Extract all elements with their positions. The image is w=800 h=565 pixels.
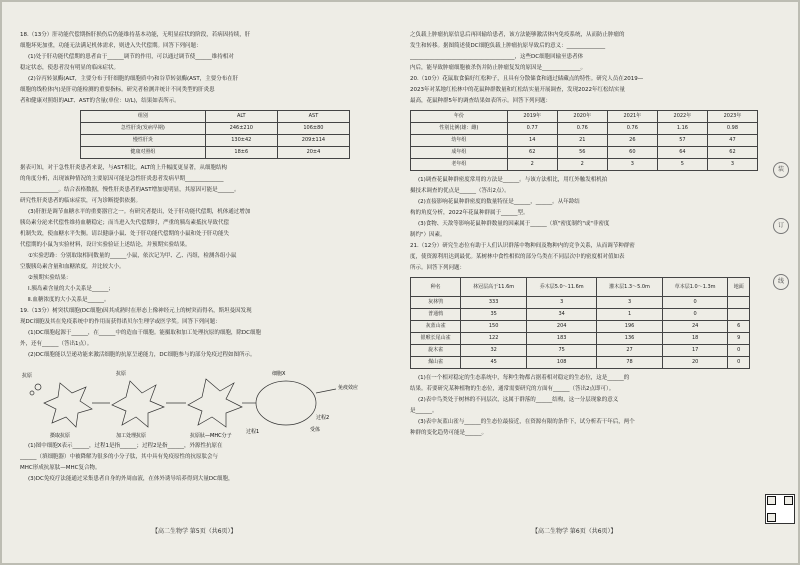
table-header: 灌木层1.3～5.0m	[597, 278, 663, 297]
text-line: 度，使资源利用达到最优。某树林中食性相似的部分鸟类在不同层次中的密度相对值如表	[410, 254, 625, 260]
table-cell: 0.76	[607, 123, 657, 135]
text-line: 种群的变化趋势可能是______。	[410, 430, 488, 436]
table-cell	[728, 309, 750, 321]
table-cell: 106±80	[277, 123, 349, 135]
text-line: 构的角度分析，2022年花鼠种群属于______型。	[410, 210, 529, 216]
text-line: ①实验思路：分别取取相同数量的______小鼠，依次记为甲、乙、丙组，检测各组小鼠	[28, 253, 237, 259]
fold-char-2: 订	[773, 218, 789, 234]
table-cell: 5	[657, 159, 707, 171]
table-header: 2023年	[707, 111, 757, 123]
question-18-continued	[20, 163, 378, 306]
table-cell: 45	[461, 357, 527, 369]
text-line: (2)直接影响花鼠种群密度的数量特征是______，______。从年龄结	[418, 199, 580, 205]
text-line: 19.（13分）树突状细胞(DC细胞)因其成熟时在形态上像神经元上的树突而得名，斯坦曼因发现	[20, 308, 252, 314]
table-cell: 性别比例(雄：雌)	[411, 123, 508, 135]
label-proc2: 过程2	[316, 415, 330, 421]
question-19	[20, 306, 378, 361]
exam-sheet	[2, 2, 798, 563]
table-cell: 18±6	[205, 147, 277, 159]
text-line: 是______。	[410, 408, 438, 414]
text-line: ______________________________________，这些DC细胞回输至患者体	[410, 54, 584, 60]
table-cell: 21	[557, 135, 607, 147]
text-line: 18.（13分）肝功能代偿期指肝损伤后仍能维持基本功能，无明显症状的阶段，若病因持续，肝	[20, 32, 251, 38]
text-line: 者和健康对照组的ALT、AST的含量(单位：U/L)，结果如表所示。	[20, 98, 180, 104]
text-line: (3)DC免疫疗法能通过采集患者自身的外周血液，在体外诱导培养得到大量DC细胞，	[28, 476, 234, 482]
table-cell: 17	[662, 345, 728, 357]
table-cell: 333	[461, 297, 527, 309]
dc-cell-2	[112, 381, 164, 427]
table-cell: 0.76	[557, 123, 607, 135]
diagram-svg	[20, 363, 378, 439]
table-cell: 慢性肝炎	[81, 135, 206, 147]
table-cell: 60	[607, 147, 657, 159]
table-cell: 0	[728, 345, 750, 357]
table-cell: 56	[557, 147, 607, 159]
table-cell: 246±210	[205, 123, 277, 135]
text-line: 据表可知，对于急性肝炎患者来说，与AST相比，ALT的上升幅度更显著，从细胞结构	[20, 165, 228, 171]
table-cell: 健康对照组	[81, 147, 206, 159]
question-21	[410, 241, 758, 274]
table-cell: 150	[461, 321, 527, 333]
text-line: Ⅱ.血糖浓度的大小关系是______。	[28, 297, 110, 303]
table-header: 2019年	[507, 111, 557, 123]
table-cell: 183	[527, 333, 597, 345]
text-line: 所示。回答下列问题：	[410, 265, 466, 271]
table-cell: 20	[662, 357, 728, 369]
binding-margin	[773, 162, 789, 330]
table-cell: 0.98	[707, 123, 757, 135]
cell-x	[256, 381, 316, 425]
table-cell: 旋木雀	[411, 345, 461, 357]
text-line: MHC形成抗原肽—MHC复合物。	[20, 465, 101, 471]
table-row	[411, 297, 750, 309]
table-header: 组别	[81, 111, 206, 123]
table-cell: 64	[657, 147, 707, 159]
text-line: (2)DC细胞能以呈递功能来激活细胞的抗原呈递能力，DC细胞参与的部分免疫过程如图所示。	[28, 352, 256, 358]
table-row	[81, 135, 350, 147]
table-cell: 老年组	[411, 159, 508, 171]
text-line: ②预期实验结果：	[28, 275, 72, 281]
table-cell: 35	[461, 309, 527, 321]
dc-cell-1	[44, 383, 92, 427]
page-6	[410, 30, 758, 439]
question-21-continued	[410, 373, 758, 439]
table-row	[411, 309, 750, 321]
text-line: (1)在一个相对稳定的生态系统中，每种生物都占据着相对稳定的生态位，这是______的	[418, 375, 630, 381]
table-row	[411, 321, 750, 333]
text-line: 空腹胰岛素含量和血糖浓度，并比较大小。	[20, 264, 125, 270]
table-cell: 1	[597, 309, 663, 321]
immune-process-diagram	[20, 363, 378, 439]
table-header: 林冠层高于11.6m	[461, 278, 527, 297]
table-cell: 122	[461, 333, 527, 345]
label-process: 加工处理抗原	[116, 433, 147, 439]
table-cell: 成年组	[411, 147, 508, 159]
table-cell: 3	[597, 297, 663, 309]
table-row	[411, 333, 750, 345]
text-line: (3)食物、天敌等影响花鼠种群数量的因素属于______（填"密度制约"或"非密度	[418, 221, 610, 227]
table-cell: 灰蓝山雀	[411, 321, 461, 333]
text-line: 细胞的线粒体内)是肝功能检测的重要指标。研究者检测并统计不同类型的肝炎患	[20, 87, 215, 93]
page-5	[20, 30, 378, 485]
text-line: 2023年对某地红松林中的花鼠种群数量和红松结实量开展调查，发现2022年红松结实量	[410, 87, 625, 93]
fold-char-3: 线	[773, 274, 789, 290]
table-row	[411, 147, 758, 159]
table-cell: 20±4	[277, 147, 349, 159]
text-line: 之负载上肿瘤抗原信息后再回输给患者，该方法能够激活体内免疫系统，从而防止肿瘤的	[410, 32, 625, 38]
table-20	[410, 110, 758, 171]
table-cell: 18	[662, 333, 728, 345]
table-cell: 普通鸫	[411, 309, 461, 321]
text-line: ______（填细胞器）中被降解为很多的小分子肽，其中具有免疫原性的抗原肽会与	[20, 454, 219, 460]
table-cell: 209±114	[277, 135, 349, 147]
table-cell: 14	[507, 135, 557, 147]
table-row	[411, 159, 758, 171]
text-line: 机制失效，使血糖水平失衡。请以健康小鼠、处于肝功能代偿期的小鼠和处于肝功能失	[20, 231, 230, 237]
table-cell: 1.16	[657, 123, 707, 135]
table-cell: 196	[597, 321, 663, 333]
table-cell: 136	[597, 333, 663, 345]
question-19-continued	[20, 441, 378, 485]
table-21	[410, 277, 750, 369]
table-cell: 34	[527, 309, 597, 321]
label-antigen-2: 抗原	[116, 371, 127, 377]
table-cell: 2	[507, 159, 557, 171]
footer-page-5: 【高二生物学 第5页（共6页）】	[152, 528, 237, 535]
table-cell: 灰林鸮	[411, 297, 461, 309]
label-cell-x: 细胞X	[272, 371, 286, 377]
text-line: (1)DC细胞起源于______，在______中的造血干细胞。能摄取和加工处理抗原的细胞，除DC细胞	[28, 330, 261, 336]
table-cell: 6	[728, 321, 750, 333]
fold-char-1: 装	[773, 162, 789, 178]
label-effect: 免疫效应	[338, 385, 359, 391]
text-line: 代偿期的小鼠为实验材料，设计实验验证上述结论，并预期实验结果。	[20, 242, 191, 248]
table-header: 2020年	[557, 111, 607, 123]
table-cell: 78	[597, 357, 663, 369]
table-header: 年份	[411, 111, 508, 123]
label-antigen: 抗原	[22, 373, 33, 379]
table-row	[81, 123, 350, 135]
table-header: 地面	[728, 278, 750, 297]
text-line: 结果。若要研究某种植物的生态位，通常需要研究的方面有______（答出2点即可）。	[410, 386, 615, 392]
text-line: 20.（10分）花鼠取食偏好红松种子，且具有分散储食和通过储藏点的特性。研究人员在2019—	[410, 76, 644, 82]
footer-page-6: 【高二生物学 第6页（共6页）】	[532, 528, 617, 535]
dc-cell-3	[188, 379, 242, 427]
table-cell: 3	[527, 297, 597, 309]
table-cell: 幼年组	[411, 135, 508, 147]
text-line: (3)表中灰蓝山雀与______的生态位最接近，在资源有限的条件下，试分析若干年后，两个	[418, 419, 635, 425]
table-cell: 57	[657, 135, 707, 147]
question-19-end	[410, 30, 758, 74]
table-cell: 47	[707, 135, 757, 147]
text-line: 内后，能导致肿瘤细胞被杀伤并防止肿瘤复发的原因是______________。	[410, 65, 587, 71]
text-line: 胰岛素分泌来代偿性维持血糖稳定；而当进入失代偿期时，严重的胰岛素抵抗导致代偿	[20, 220, 230, 226]
text-line: 21.（12分）研究生态位有助于人们认识群落中物种间及物种内的竞争关系，从而调节种群密	[410, 243, 635, 249]
table-header: 2022年	[657, 111, 707, 123]
text-line: 外，还有______（答出1点）。	[20, 341, 93, 347]
text-line: 细胞坏死加重，功能无法满足机体需求，则进入失代偿期。回答下列问题：	[20, 43, 202, 49]
text-line: (3)肝脏是调节血糖水平的重要器官之一。有研究者提出，处于肝功能代偿期，机体通过增加	[28, 209, 251, 215]
table-cell: 0	[662, 309, 728, 321]
text-line: Ⅰ.胰岛素含量的大小关系是______；	[28, 286, 114, 292]
text-line: (2)表中鸟类处于树林的不同层次，这属于群落的______结构，这一分层现象的意义	[418, 397, 619, 403]
qr-code	[765, 494, 795, 524]
table-row	[411, 123, 758, 135]
table-18	[80, 110, 350, 159]
text-line: (1)调查花鼠种群密度常用的方法是______。与该方法相比，用红外触发相机拍	[418, 177, 608, 183]
table-cell: 24	[662, 321, 728, 333]
text-line: 的角度分析，出现该种情况的主要原因可能是急性肝炎患者发病早期______________	[20, 176, 224, 182]
table-row	[411, 135, 758, 147]
text-line: 稳定状态，使患者没有明显的临床症状。	[20, 65, 120, 71]
table-header: 种名	[411, 278, 461, 297]
table-cell: 9	[728, 333, 750, 345]
table-cell: 3	[607, 159, 657, 171]
table-cell: 煤山雀	[411, 357, 461, 369]
table-header: AST	[277, 111, 349, 123]
table-cell: 32	[461, 345, 527, 357]
table-cell: 75	[527, 345, 597, 357]
table-cell: 2	[557, 159, 607, 171]
table-cell: 204	[527, 321, 597, 333]
table-cell: 26	[607, 135, 657, 147]
table-cell: 0	[662, 297, 728, 309]
text-line: 发生和转移。据图简述使DC细胞负载上肿瘤抗原导致后的意义：______________	[410, 43, 606, 49]
table-cell: 急性肝炎(发病早期)	[81, 123, 206, 135]
table-row	[411, 345, 750, 357]
table-cell: 银喉长尾山雀	[411, 333, 461, 345]
question-20	[410, 74, 758, 107]
text-line: (1)处于肝功能代偿期的患者由于______调节的作用，可以通过调节使______维持相对	[28, 54, 234, 60]
table-header: 2021年	[607, 111, 657, 123]
text-line: 制约"）因素。	[410, 232, 446, 238]
text-line: (1)图中细胞X表示______，过程1是指______；过程2是指______，外源性抗原在	[28, 443, 223, 449]
label-proc1: 过程1	[246, 429, 260, 435]
table-row	[411, 357, 750, 369]
table-cell: 0	[728, 357, 750, 369]
text-line: ______________。结合表格数据，慢性肝炎患者的AST增加更明显，其原因可能是______。	[20, 187, 240, 193]
table-cell: 27	[597, 345, 663, 357]
text-line: (2)谷丙转氨酶(ALT，主要分布于肝细胞的细胞质中)和谷草转氨酶(AST，主要分布在肝	[28, 76, 239, 82]
question-18	[20, 30, 378, 107]
table-cell: 130±42	[205, 135, 277, 147]
label-uptake: 摄取抗原	[50, 433, 71, 439]
question-20-continued	[410, 175, 758, 241]
table-header: 乔木层5.0～11.6m	[527, 278, 597, 297]
table-header: ALT	[205, 111, 277, 123]
table-row	[81, 147, 350, 159]
table-cell: 0.77	[507, 123, 557, 135]
table-cell: 62	[507, 147, 557, 159]
table-cell: 108	[527, 357, 597, 369]
text-line: 最高，花鼠种群5年的调查结果如表所示。回答下列问题：	[410, 98, 552, 104]
text-line: 研究性肝炎患者的临床症状，可为诊断提供依据。	[20, 198, 142, 204]
table-cell: 3	[707, 159, 757, 171]
text-line: 现DC细胞及其在免疫系统中的作用而获得诺贝尔生理学或医学奖。回答下列问题：	[20, 319, 221, 325]
text-line: 摄技术调查的优点是______（答出2点）。	[410, 188, 510, 194]
table-cell: 62	[707, 147, 757, 159]
table-header: 草本层1.0～1.3m	[662, 278, 728, 297]
table-cell	[728, 297, 750, 309]
label-receptor: 受体	[310, 427, 321, 433]
label-mhc: 抗原肽—MHC分子	[190, 433, 232, 439]
